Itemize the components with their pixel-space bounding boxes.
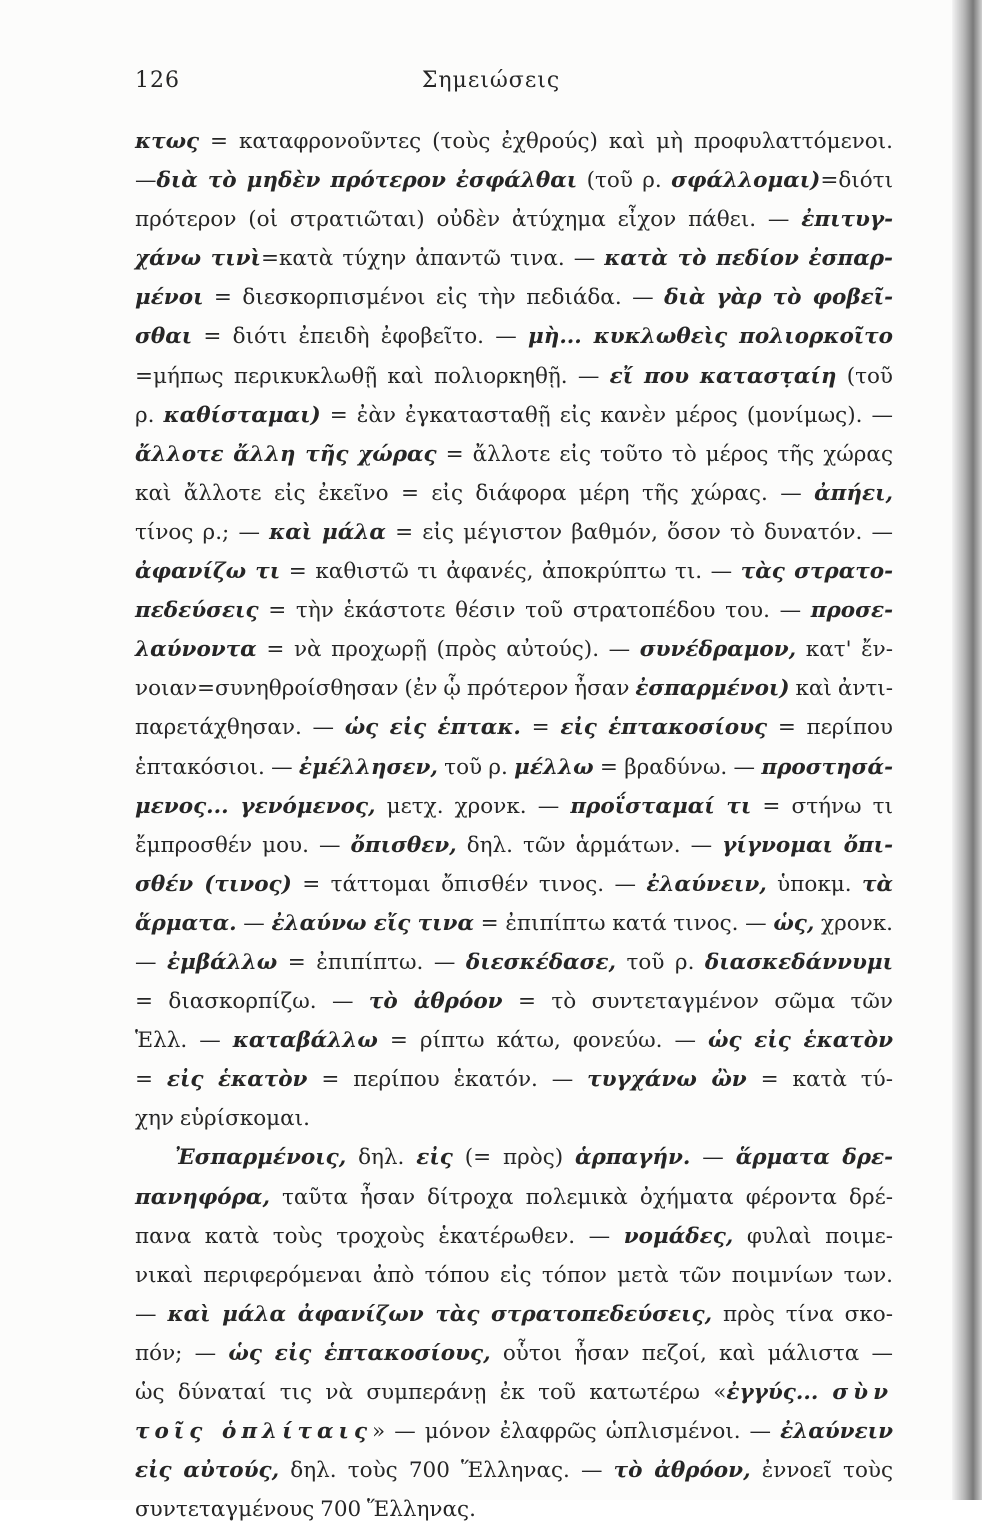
gloss-text: κατ' ἔν-	[796, 637, 893, 663]
bold-lemma: ἐσπαρμένοι)	[635, 676, 790, 702]
bold-lemma: καὶ μάλα ἀφανίζων τὰς στρατοπεδεύσεις,	[167, 1301, 713, 1327]
gloss-text: = καθιστῶ τι ἀφανές, ἀποκρύπτω τι. —	[280, 559, 741, 585]
bold-lemma: διεσκέδασε,	[465, 949, 617, 975]
text-line	[135, 1099, 893, 1138]
gloss-text: = περίπου ἑκατόν. —	[307, 1067, 588, 1093]
bold-lemma: μέλλω	[514, 754, 594, 780]
gloss-text: = βραδύνω. —	[593, 754, 762, 780]
bold-lemma: μενος... γενόμενος,	[135, 793, 376, 819]
bold-lemma: τὰς στρατο-	[740, 559, 893, 585]
text-line	[135, 1373, 893, 1412]
gloss-text: » — μόνον ἐλαφρῶς ὡπλισμένοι. —	[372, 1419, 781, 1445]
text-line	[135, 787, 893, 826]
gloss-text: δηλ. τοὺς 700 Ἕλληνας. —	[279, 1458, 614, 1484]
text-line	[135, 1021, 893, 1060]
bold-lemma: εἰς ἑπτακοσίους	[560, 715, 768, 741]
bold-lemma: ὡς εἰς ἑπτακ.	[344, 715, 521, 741]
bold-lemma: νομάδες,	[623, 1223, 734, 1249]
gloss-text: καὶ ἄλλοτε εἰς ἐκεῖνο = εἰς διάφορα μέρη τῆς χώρας. —	[135, 480, 815, 506]
bold-lemma: καθίσταμαι)	[163, 402, 321, 428]
bold-lemma: τὸ ἀθρόον,	[613, 1458, 751, 1484]
gloss-text: = διασκορπίζω. —	[135, 989, 369, 1015]
text-line	[135, 982, 893, 1021]
text-line	[135, 1334, 893, 1373]
bold-lemma: ἅρματα.	[135, 910, 237, 936]
gloss-text: ἔμπροσθέν μου. —	[135, 832, 351, 858]
bold-lemma: καὶ μάλα	[269, 519, 386, 545]
gloss-text: —	[236, 910, 272, 936]
text-line	[135, 1490, 893, 1529]
gloss-text: πανα κατὰ τοὺς τροχοὺς ἑκατέρωθεν. —	[135, 1223, 624, 1249]
bold-lemma: ὄπισθεν,	[350, 832, 457, 858]
gloss-text: τοῦ ρ.	[437, 754, 515, 780]
text-line	[135, 865, 893, 904]
gloss-text: ἑπτακόσιοι. —	[135, 754, 299, 780]
gloss-text: πόν; —	[135, 1340, 229, 1366]
gloss-text: μετχ. χρονκ. —	[375, 793, 571, 819]
text-line	[135, 1451, 893, 1490]
gloss-text: = τάττομαι ὄπισθέν τινος. —	[291, 871, 647, 897]
gloss-text: = ἐπιπίπτω. —	[277, 949, 466, 975]
gloss-text: παρετάχθησαν. —	[135, 715, 345, 741]
gloss-text: χρονκ.	[814, 910, 893, 936]
bold-lemma: διὰ γὰρ τὸ φοβεῖ-	[664, 285, 893, 311]
gloss-text: (= πρὸς)	[452, 1145, 576, 1171]
bold-lemma: ἄλλοτε ἄλλη τῆς χώρας	[135, 441, 437, 467]
gloss-text: (τοῦ	[836, 363, 893, 389]
bold-lemma: εἴ που καταστ̣αίη	[609, 363, 837, 389]
gloss-text: = νὰ προχωρῇ (πρὸς αὐτούς). —	[256, 637, 640, 663]
gloss-text: τοῦ ρ.	[616, 949, 705, 975]
text-line	[135, 826, 893, 865]
page-binding-edge	[952, 0, 982, 1500]
bold-lemma: γίγνομαι ὄπι-	[722, 832, 893, 858]
bold-lemma: ἐγγύς...	[726, 1380, 833, 1405]
text-line	[135, 317, 893, 356]
text-line	[135, 1138, 893, 1177]
bold-lemma: τὰ	[861, 871, 893, 897]
gloss-text: ρ.	[135, 402, 164, 428]
gloss-text: φυλαὶ ποιμε-	[733, 1223, 894, 1249]
bold-lemma: ἁρπαγήν.	[575, 1145, 691, 1171]
gloss-text: Ἑλλ. —	[135, 1028, 233, 1054]
bold-lemma: σθέν (τινος)	[135, 871, 292, 897]
bold-lemma: ἐπιτυγ-	[801, 207, 893, 233]
spaced-quote: τοῖς ὁπλίταις	[135, 1419, 373, 1445]
text-line	[135, 513, 893, 552]
text-line	[135, 552, 893, 591]
text-line	[135, 1060, 893, 1099]
bold-lemma: ἐλαύνειν	[780, 1419, 893, 1445]
gloss-text: = περίπου	[767, 715, 894, 741]
text-line	[135, 161, 893, 200]
bold-lemma: διὰ τὸ μηδὲν πρότερον ἐσφάλθαι	[156, 168, 578, 194]
bold-lemma: ἐλαύνω εἴς τινα	[271, 910, 474, 936]
bold-lemma: πεδεύσεις	[135, 598, 259, 624]
gloss-text: =	[135, 1067, 167, 1093]
bold-lemma: λαύνοντα	[135, 637, 257, 663]
gloss-text: νικαὶ περιφερόμεναι ἀπὸ τόπου εἰς τόπον μετὰ τῶν ποιμνίων των.	[135, 1262, 893, 1288]
gloss-text: χην εὑρίσκομαι.	[135, 1106, 310, 1132]
gloss-text: (τοῦ ρ.	[577, 168, 672, 194]
spaced-quote: σὺν	[832, 1380, 894, 1405]
bold-lemma: ἀφανίζω τι	[135, 559, 281, 585]
text-line	[135, 435, 893, 474]
bold-lemma: τυγχάνω ὢν	[587, 1067, 747, 1093]
gloss-text: = διότι ἐπειδὴ ἐφοβεῖτο. —	[192, 324, 528, 350]
bold-lemma: προσε-	[810, 598, 893, 624]
gloss-text: πρότερον (οἱ στρατιῶται) οὐδὲν ἀτύχημα εἶχον πάθει. —	[135, 207, 802, 233]
bold-lemma: πανηφόρα,	[135, 1184, 270, 1210]
bold-lemma: ἐλαύνειν,	[646, 871, 767, 897]
text-line	[135, 669, 893, 708]
gloss-text: ἐννοεῖ τοὺς	[750, 1458, 894, 1484]
text-line	[135, 239, 893, 278]
text-line	[135, 278, 893, 317]
gloss-text: =κατὰ τύχην ἀπαντῶ τινα. —	[260, 246, 605, 272]
text-line	[135, 122, 893, 161]
text-line	[135, 1178, 893, 1217]
bold-lemma: ἅρματα δρε-	[735, 1145, 893, 1171]
gloss-text: = ἄλλοτε εἰς τοῦτο τὸ μέρος τῆς χώρας	[436, 441, 893, 467]
gloss-text: = στήνω τι	[751, 793, 893, 819]
gloss-text: δηλ. τῶν ἁρμάτων. —	[456, 832, 723, 858]
text-line	[135, 357, 893, 396]
bold-lemma: ἐμβάλλω	[167, 949, 278, 975]
text-line	[135, 1217, 893, 1256]
bold-lemma: ὡς εἰς ἑκατὸν	[708, 1028, 893, 1054]
bold-lemma: κτως	[135, 129, 200, 154]
gloss-text: —	[135, 1301, 168, 1327]
bold-lemma: σθαι	[135, 324, 193, 350]
text-line	[135, 200, 893, 239]
gloss-text: νοιαν=συνηθροίσθησαν (ἐν ᾧ πρότερον ἦσαν	[135, 676, 636, 702]
bold-lemma: μὴ... κυκλωθεὶς πολιορκοῖτο	[527, 324, 893, 350]
bold-lemma: Ἐσπαρμένοις,	[175, 1145, 347, 1171]
bold-lemma: διασκεδάννυμι	[704, 949, 894, 975]
gloss-text: = τὴν ἑκάστοτε θέσιν τοῦ στρατοπέδου του. —	[258, 598, 811, 624]
gloss-text: ὑποκμ.	[766, 871, 862, 897]
gloss-text: συντεταγμένους 700 Ἕλληνας.	[135, 1497, 476, 1523]
bold-lemma: εἰς	[416, 1145, 453, 1171]
bold-lemma: προστησά-	[761, 754, 894, 780]
text-line	[135, 943, 893, 982]
bold-lemma: εἰς αὐτούς,	[135, 1458, 280, 1484]
text-line	[135, 630, 893, 669]
gloss-text: τίνος ρ.; —	[135, 519, 270, 545]
gloss-text: = ἐὰν ἐγκατασταθῇ εἰς κανὲν μέρος (μονίμως). —	[320, 402, 894, 428]
text-line	[135, 474, 893, 513]
gloss-text: = ἐπιπίπτω κατά τινος. —	[474, 910, 774, 936]
bold-lemma: εἰς ἑκατὸν	[166, 1067, 308, 1093]
gloss-text: =μήπως περικυκλωθῇ καὶ πολιορκηθῇ. —	[135, 363, 610, 389]
text-line	[135, 904, 893, 943]
bold-lemma: σφάλλομαι)	[671, 168, 821, 194]
text-line	[135, 1412, 893, 1451]
text-line	[135, 748, 893, 787]
gloss-text: ταῦτα ἦσαν δίτροχα πολεμικὰ ὀχήματα φέροντα δρέ-	[269, 1184, 893, 1210]
bold-lemma: ὡς εἰς ἑπτακοσίους,	[228, 1340, 491, 1366]
gloss-text: —	[135, 949, 168, 975]
text-line	[135, 591, 893, 630]
bold-lemma: καταβάλλω	[232, 1028, 378, 1054]
bold-lemma: μένοι	[135, 285, 204, 311]
gloss-text: =	[520, 715, 561, 741]
page-number: 126	[135, 68, 180, 93]
bold-lemma: τὸ ἀθρόον	[368, 989, 503, 1015]
gloss-text: =διότι	[820, 168, 894, 194]
bold-lemma: συνέδραμον,	[639, 637, 797, 663]
gloss-text: δηλ.	[346, 1145, 417, 1171]
bold-lemma: ἐμέλλησεν,	[298, 754, 438, 780]
gloss-text: καὶ ἀντι-	[789, 676, 894, 702]
gloss-text: = καταφρονοῦντες (τοὺς ἐχθρούς) καὶ μὴ προφυλαττόμενοι.	[199, 129, 893, 154]
gloss-text: = ρίπτω κάτω, φονεύω. —	[377, 1028, 709, 1054]
gloss-text: = κατὰ τύ-	[746, 1067, 893, 1093]
gloss-text: = διεσκορπισμένοι εἰς τὴν πεδιάδα. —	[203, 285, 665, 311]
gloss-text: οὗτοι ἦσαν πεζοί, καὶ μάλιστα —	[490, 1340, 894, 1366]
text-line	[135, 708, 893, 747]
bold-lemma: κατὰ τὸ πεδίον ἐσπαρ-	[604, 246, 893, 272]
gloss-text: —	[135, 168, 157, 194]
bold-lemma: προΐσταμαί τι	[570, 793, 752, 819]
text-line	[135, 1295, 893, 1334]
notes-body-text	[135, 122, 893, 1529]
bold-lemma: ὡς,	[773, 910, 815, 936]
text-line	[135, 396, 893, 435]
bold-lemma: ἀπήει,	[814, 480, 893, 506]
gloss-text: —	[690, 1145, 736, 1171]
bold-lemma: χάνω τινὶ	[135, 246, 261, 272]
gloss-text: = τὸ συντεταγμένον σῶμα τῶν	[502, 989, 893, 1015]
gloss-text: πρὸς τίνα σκο-	[712, 1301, 893, 1327]
running-title: Σημειώσεις	[421, 68, 561, 93]
text-line	[135, 1256, 893, 1295]
gloss-text: = εἰς μέγιστον βαθμόν, ὅσον τὸ δυνατόν. —	[385, 519, 893, 545]
gloss-text: ὡς δύναταί τις νὰ συμπεράνῃ ἐκ τοῦ κατωτέρω «	[135, 1380, 727, 1405]
